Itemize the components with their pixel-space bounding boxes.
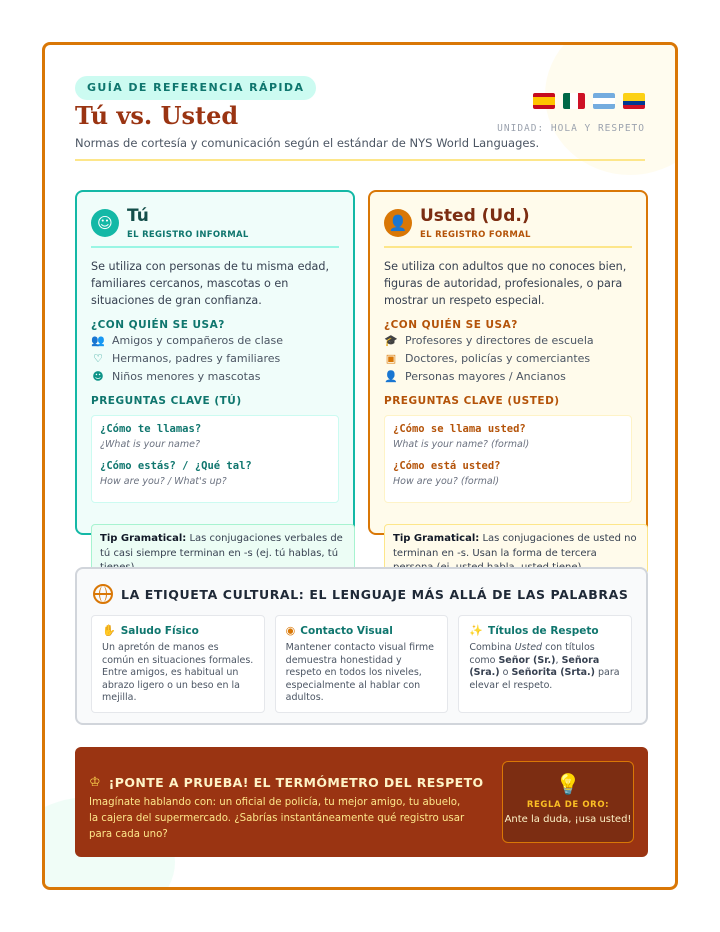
usted-card-header	[384, 204, 632, 248]
usted-register: EL REGISTRO FORMAL	[420, 230, 531, 240]
baby-icon: ☻	[92, 369, 104, 383]
header-divider	[75, 159, 645, 161]
sparkles-icon: ✨	[469, 624, 484, 637]
heart-icon: ♡	[93, 351, 103, 365]
tu-grammar-tip: Tip Gramatical: Las conjugaciones verbales de tú casi siempre terminan en -s (ej. tú hablas, tú	[91, 524, 355, 574]
question-translation: How are you? / What's up?	[100, 476, 227, 487]
list-item: ▣ Doctores, policías y comerciantes	[385, 351, 591, 365]
medal-icon: ♔	[89, 775, 101, 790]
person-icon: 👤	[384, 369, 398, 383]
etiquette-card: ◉ Contacto Visual Mantener contacto visual firme demuestra honestidad y respeto en todos los niveles, especialmente al hablar con adultos.	[275, 615, 449, 713]
usted-title: Usted (Ud.)	[420, 206, 530, 226]
list-item: ♡ Hermanos, padres y familiares	[91, 349, 339, 367]
list-item: ☻ Niños menores y mascotas	[92, 369, 261, 383]
smiley-icon: ☺	[91, 209, 119, 237]
question: ¿Cómo te llamas?	[100, 423, 202, 435]
colombia-flag-icon	[623, 93, 645, 109]
usted-questions-heading: PREGUNTAS CLAVE (USTED)	[384, 395, 560, 407]
guide-badge: GUÍA DE REFERENCIA RÁPIDA	[75, 76, 316, 100]
usted-who-heading: ¿CON QUIÉN SE USA?	[384, 319, 518, 331]
cultural-etiquette-panel	[75, 567, 648, 725]
etiquette-card: ✨ Títulos de Respeto Combina Usted con títulos como Señor (Sr.), Señora (Sra.) o Señorita (Srta.) para elevar el respeto.	[458, 615, 632, 713]
question: ¿Cómo está usted?	[393, 460, 501, 472]
list-item: 👤 Personas mayores / Ancianos	[384, 369, 566, 383]
document-frame	[42, 42, 678, 890]
tu-description: Se utiliza con personas de tu misma edad, familiares cercanos, mascotas o en situaciones de gran confianza.	[91, 260, 330, 307]
question: ¿Cómo se llama usted?	[393, 423, 526, 435]
hand-icon: ✋	[102, 624, 116, 637]
question-translation: What is your name? (formal)	[393, 439, 530, 450]
tu-questions-box	[91, 415, 339, 503]
question-translation: How are you? (formal)	[393, 476, 500, 487]
cultural-header	[93, 581, 632, 607]
tu-questions-heading: PREGUNTAS CLAVE (TÚ)	[91, 395, 242, 407]
test-description: Imagínate hablando con: un oficial de policía, tu mejor amigo, tu abuelo, la cajera del supermercado. ¿Sabrías instantáneamente qué registro usar para cada uno?	[89, 797, 465, 840]
spain-flag-icon	[533, 93, 555, 109]
argentina-flag-icon	[593, 93, 615, 109]
flag-row	[533, 93, 645, 109]
cultural-title: LA ETIQUETA CULTURAL: EL LENGUAJE MÁS ALLÁ DE LAS PALABRAS	[121, 586, 629, 602]
usted-description: Se utiliza con adultos que no conoces bien, figuras de autoridad, profesionales, o para mostrar un respeto especial.	[384, 260, 627, 307]
list-item: 🎓 Profesores y directores de escuela	[384, 333, 594, 347]
question-translation: ¿What is your name?	[100, 439, 200, 450]
user-check-icon: 👤	[384, 209, 412, 237]
tu-register: EL REGISTRO INFORMAL	[127, 230, 249, 240]
golden-rule-label: REGLA DE ORO:	[526, 800, 610, 810]
test-title: ¡PONTE A PRUEBA! EL TERMÓMETRO DEL RESPETO	[108, 775, 484, 790]
golden-rule-box	[502, 761, 634, 843]
page-subtitle: Normas de cortesía y comunicación según el estándar de NYS World Languages.	[75, 136, 540, 150]
tu-card	[75, 190, 355, 535]
eye-icon: ◉	[285, 624, 296, 637]
graduation-cap-icon: 🎓	[384, 333, 398, 347]
usted-card	[368, 190, 648, 535]
etiquette-card: ✋ Saludo Físico Un apretón de manos es común en situaciones formales. Entre amigos, es habitual un abrazo ligero o un beso en la mejilla.	[91, 615, 265, 713]
users-icon: 👥	[91, 333, 105, 347]
tu-card-header	[91, 204, 339, 248]
question: ¿Cómo estás? / ¿Qué tal?	[100, 460, 252, 472]
lightbulb-icon: 💡	[555, 772, 581, 796]
unit-label: UNIDAD: HOLA Y RESPETO	[497, 123, 645, 134]
briefcase-icon: ▣	[385, 351, 397, 365]
list-item: 👥 Amigos y compañeros de clase	[91, 333, 284, 347]
page-title: Tú vs. Usted	[75, 101, 239, 130]
globe-icon	[93, 584, 113, 604]
tu-who-heading: ¿CON QUIÉN SE USA?	[91, 319, 225, 331]
usted-grammar-tip: Tip Gramatical: Las conjugaciones de usted no terminan en -s. Usan la forma de tercera	[384, 524, 648, 574]
golden-rule-text: Ante la duda, ¡usa usted!	[504, 814, 632, 825]
tu-title: Tú	[127, 206, 149, 226]
respect-thermometer-panel	[75, 747, 648, 857]
mexico-flag-icon	[563, 93, 585, 109]
usted-questions-box	[384, 415, 632, 503]
